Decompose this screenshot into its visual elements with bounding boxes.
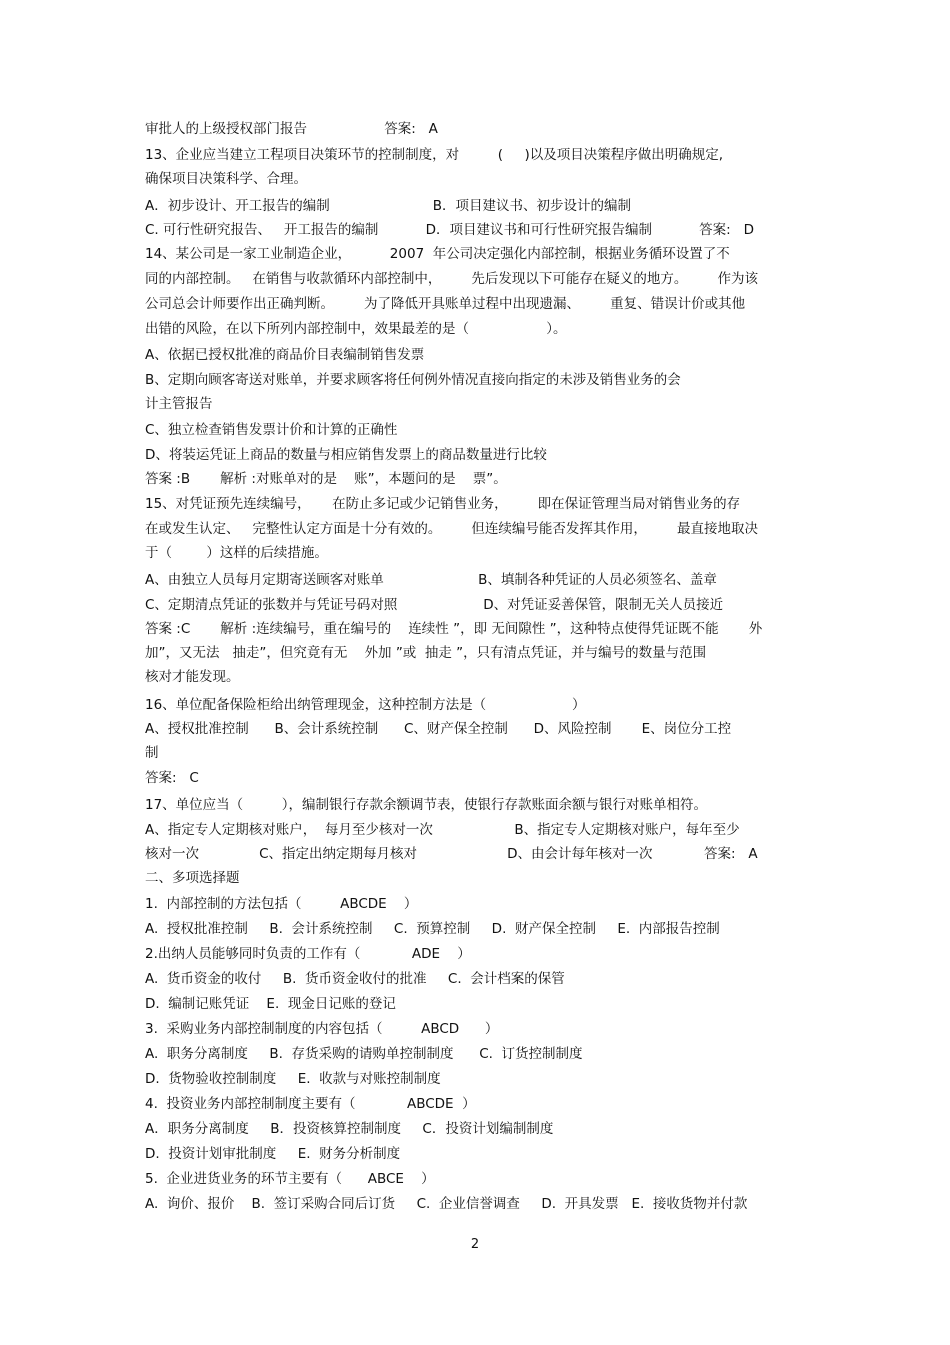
question-13: 13、企业应当建立工程项目决策环节的控制制度，对 ( )以及项目决策程序做出明确规定,: [145, 147, 724, 163]
option-line: A．职务分离制度 B．投资核算控制制度 C．投资计划编制制度: [145, 1121, 554, 1137]
section-heading: 二、多项选择题: [145, 870, 240, 886]
mc-question-3: 3. 采购业务内部控制制度的内容包括（ ABCD ）: [145, 1021, 499, 1037]
text-line: 审批人的上级授权部门报告 答案: A: [145, 121, 438, 137]
text-line: 出错的风险，在以下所列内部控制中，效果最差的是（ ）。: [145, 321, 567, 337]
option-line: B、定期向顾客寄送对账单，并要求顾客将任何例外情况直接向指定的未涉及销售业务的会: [145, 372, 681, 388]
option-line: D、将装运凭证上商品的数量与相应销售发票上的商品数量进行比较: [145, 447, 547, 463]
mc-question-4: 4. 投资业务内部控制制度主要有（ ABCDE ）: [145, 1096, 476, 1112]
option-line: A、依据已授权批准的商品价目表编制销售发票: [145, 347, 425, 363]
answer-line: 答案 :C 解析 :连续编号，重在编号的 连续性 ”，即 无间隙性 ”，这种特点使得凭证既不能 外: [145, 621, 763, 637]
text-line: 加”，又无法 抽走”，但究竟有无 外加 ”或 抽走 ”，只有清点凭证，并与编号的数量与范围: [145, 645, 707, 661]
question-16: 16、单位配备保险柜给出纳管理现金，这种控制方法是（ ）: [145, 697, 586, 713]
option-line: D. 投资计划审批制度 E. 财务分析制度: [145, 1146, 401, 1162]
question-15: 15、对凭证预先连续编号， 在防止多记或少记销售业务， 即在保证管理当局对销售业务的存: [145, 496, 741, 512]
option-line: A．初步设计、开工报告的编制 B．项目建议书、初步设计的编制: [145, 198, 631, 214]
text-line: 同的内部控制。 在销售与收款循环内部控制中， 先后发现以下可能存在疑义的地方。 作为该: [145, 271, 758, 287]
option-line: A、由独立人员每月定期寄送顾客对账单 B、填制各种凭证的人员必须签名、盖章: [145, 572, 717, 588]
option-line: D. 编制记账凭证 E. 现金日记账的登记: [145, 996, 396, 1012]
option-line: A. 职务分离制度 B. 存货采购的请购单控制制度 C. 订货控制制度: [145, 1046, 583, 1062]
option-line: C、独立检查销售发票计价和计算的正确性: [145, 422, 398, 438]
text-line: 核对才能发现。: [145, 669, 240, 685]
answer-line: 答案 :B 解析 :对账单对的是 账”，本题问的是 票”。: [145, 471, 507, 487]
mc-question-1: 1. 内部控制的方法包括（ ABCDE ）: [145, 896, 418, 912]
option-line: C、定期清点凭证的张数并与凭证号码对照 D、对凭证妥善保管，限制无关人员接近: [145, 597, 724, 613]
option-line: A、指定专人定期核对账户， 每月至少核对一次 B、指定专人定期核对账户，每年至少: [145, 822, 740, 838]
mc-question-5: 5. 企业进货业务的环节主要有（ ABCE ）: [145, 1171, 435, 1187]
option-line: A、授权批准控制 B、会计系统控制 C、财产保全控制 D、风险控制 E、岗位分工控: [145, 721, 732, 737]
option-line: A. 询价、报价 B. 签订采购合同后订货 C. 企业信誉调查 D. 开具发票 E. 接收货物并付款: [145, 1196, 748, 1212]
answer-line: 答案: C: [145, 770, 199, 786]
text-line: 计主管报告: [145, 396, 213, 412]
text-line: 确保项目决策科学、合理。: [145, 171, 307, 187]
text-line: 制: [145, 745, 159, 761]
question-14: 14、某公司是一家工业制造企业， 2007 年公司决定强化内部控制，根据业务循环设置了不: [145, 246, 730, 262]
text-line: 于（ ）这样的后续措施。: [145, 545, 328, 561]
mc-question-2: 2.出纳人员能够同时负责的工作有（ ADE ）: [145, 946, 471, 962]
option-line: D. 货物验收控制制度 E. 收款与对账控制制度: [145, 1071, 441, 1087]
page-number: 2: [470, 1237, 480, 1252]
question-17: 17、单位应当（ ），编制银行存款余额调节表，使银行存款账面余额与银行对账单相符。: [145, 797, 708, 813]
option-line: A. 授权批准控制 B. 会计系统控制 C. 预算控制 D. 财产保全控制 E. 内部报告控制: [145, 921, 720, 937]
text-line: 公司总会计师要作出正确判断。 为了降低开具账单过程中出现遗漏、 重复、错误计价或其他: [145, 296, 746, 312]
option-line: 核对一次 C、指定出纳定期每月核对 D、由会计每年核对一次 答案: A: [145, 846, 758, 862]
option-line: C. 可行性研究报告、 开工报告的编制 D．项目建议书和可行性研究报告编制 答案: D: [145, 222, 755, 238]
text-line: 在或发生认定、 完整性认定方面是十分有效的。 但连续编号能否发挥其作用， 最直接地取决: [145, 521, 758, 537]
option-line: A. 货币资金的收付 B. 货币资金收付的批准 C. 会计档案的保管: [145, 971, 565, 987]
